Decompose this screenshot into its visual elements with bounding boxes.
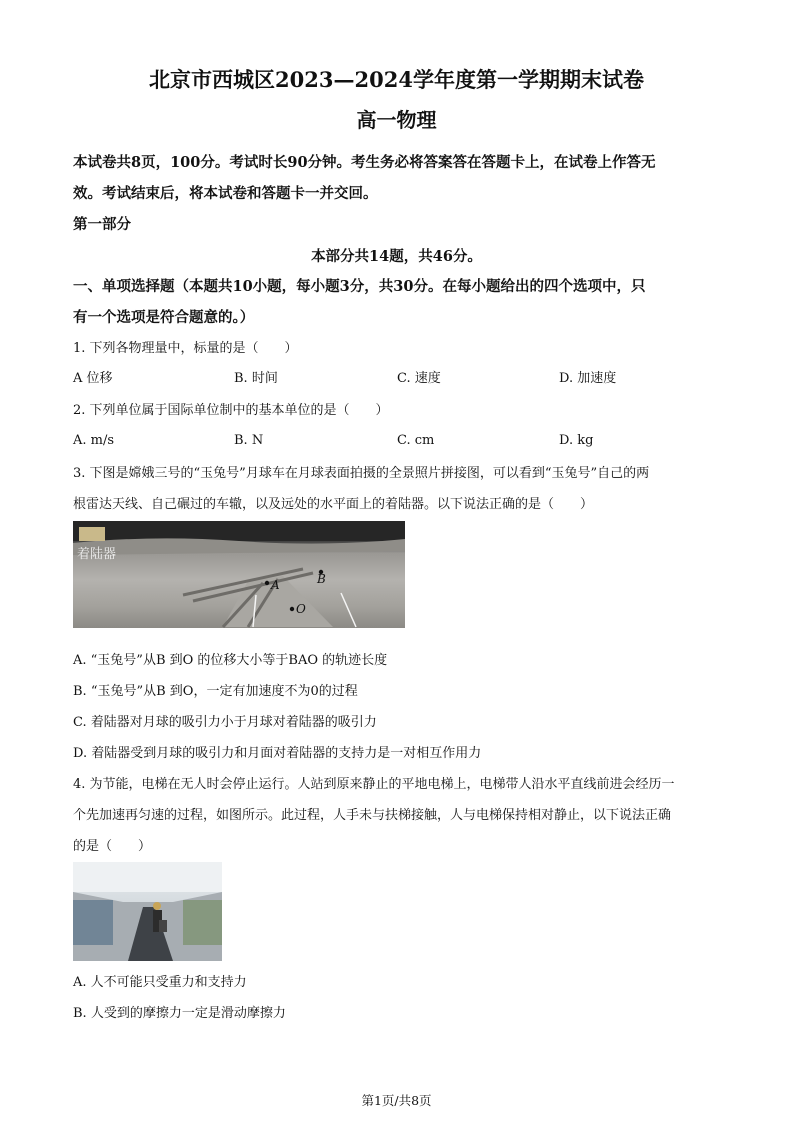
question-4-option-b: B. 人受到的摩擦力一定是滑动摩擦力 bbox=[73, 1006, 286, 1021]
exam-title: 北京市西城区2023—2024学年度第一学期期末试卷 bbox=[149, 67, 644, 92]
notice-line-1: 本试卷共8页，100分。考试时长90分钟。考生务必将答案答在答题卡上，在试卷上作答无 bbox=[73, 154, 656, 171]
question-1-option-b: B. 时间 bbox=[234, 371, 278, 386]
point-a-label: A bbox=[271, 578, 280, 592]
lander-label: 着陆器 bbox=[77, 547, 117, 562]
question-1-option-c: C. 速度 bbox=[397, 371, 441, 386]
page-number: 第1页/共8页 bbox=[361, 1093, 432, 1108]
question-3-stem-line-2: 根雷达天线、自己碾过的车辙，以及远处的水平面上的着陆器。以下说法正确的是（ ） bbox=[73, 497, 594, 512]
part-summary: 本部分共14题，共46分。 bbox=[311, 248, 482, 265]
lunar-panorama-image bbox=[73, 521, 405, 628]
section-heading-line-2: 有一个选项是符合题意的。） bbox=[73, 309, 255, 326]
point-o-label: O bbox=[296, 602, 306, 616]
question-2-option-d: D. kg bbox=[559, 433, 594, 448]
question-1-option-d: D. 加速度 bbox=[559, 371, 617, 386]
question-3-option-d: D. 着陆器受到月球的吸引力和月面对着陆器的支持力是一对相互作用力 bbox=[73, 746, 482, 761]
part-label: 第一部分 bbox=[73, 216, 131, 233]
notice-line-2: 效。考试结束后，将本试卷和答题卡一并交回。 bbox=[73, 185, 378, 202]
question-3-option-b: B. “玉兔号”从B 到O，一定有加速度不为0的过程 bbox=[73, 684, 358, 699]
section-heading-line-1: 一、单项选择题（本题共10小题，每小题3分，共30分。在每小题给出的四个选项中，只 bbox=[73, 278, 646, 295]
question-4-stem-line-3: 的是（ ） bbox=[73, 839, 152, 854]
question-3-stem-line-1: 3. 下图是嫦娥三号的“玉兔号”月球车在月球表面拍摄的全景照片拼接图，可以看到“玉兔号”自己的两 bbox=[73, 466, 650, 481]
moving-walkway-image bbox=[73, 862, 222, 961]
question-3-option-a: A. “玉兔号”从B 到O 的位移大小等于BAO 的轨迹长度 bbox=[73, 653, 388, 668]
question-1-option-a: A 位移 bbox=[73, 371, 113, 386]
question-2-option-c: C. cm bbox=[397, 433, 435, 448]
point-b-label: B bbox=[317, 572, 326, 586]
question-2-option-a: A. m/s bbox=[73, 433, 115, 448]
question-4-stem-line-2: 个先加速再匀速的过程，如图所示。此过程，人手未与扶梯接触，人与电梯保持相对静止，以下说法正确 bbox=[73, 808, 672, 823]
question-3-option-c: C. 着陆器对月球的吸引力小于月球对着陆器的吸引力 bbox=[73, 715, 377, 730]
question-4-option-a: A. 人不可能只受重力和支持力 bbox=[73, 975, 247, 990]
question-1-stem: 1. 下列各物理量中，标量的是（ ） bbox=[73, 341, 298, 356]
question-4-stem-line-1: 4. 为节能，电梯在无人时会停止运行。人站到原来静止的平地电梯上，电梯带人沿水平直线前进会经历一 bbox=[73, 777, 675, 792]
question-2-stem: 2. 下列单位属于国际单位制中的基本单位的是（ ） bbox=[73, 403, 389, 418]
question-2-option-b: B. N bbox=[234, 433, 264, 448]
exam-subtitle: 高一物理 bbox=[356, 108, 437, 132]
